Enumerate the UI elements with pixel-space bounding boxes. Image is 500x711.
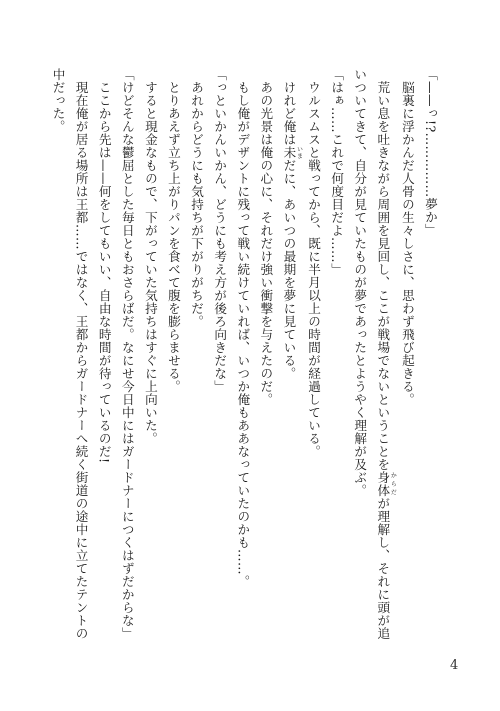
page-number: 4 — [450, 658, 459, 673]
ruby-reading: いま — [295, 145, 303, 159]
text-line: 脳裏に浮かんだ人骨の生々しさに、思わず飛び起きる。 — [399, 80, 415, 406]
text-line: あれからどうにも気持ちが下がりがちだ。 — [189, 80, 205, 328]
text-line: とりあえず立ち上がりパンを食べて腹を膨らませる。 — [165, 80, 181, 393]
ruby-reading: からだ — [389, 470, 397, 497]
text-line: 「っといかんいかん、どうにも考え方が後ろ向きだな」 — [212, 68, 228, 393]
body-text — [46, 68, 442, 640]
ruby-annotation — [375, 470, 397, 497]
text-segment: だに、あいつの最期を夢に見ている。 — [281, 158, 297, 380]
text-line: 「けどそんな鬱屈とした毎日ともおさらばだ。なにせ今日中にはガードナーにつくはずだからな」 — [119, 68, 135, 640]
text-line: あの光景は俺の心に、それだけ強い衝撃を与えたのだ。 — [258, 80, 274, 406]
text-line — [277, 68, 302, 628]
ruby-annotation — [281, 145, 303, 159]
text-line: すると現金なもので、下がっていた気持ちはすぐに上向いた。 — [142, 80, 158, 445]
text-line: いついてきて、自分が見ていたものが夢であったとようやく理解が及ぶ。 — [352, 68, 368, 497]
text-line: ここから先は——何をしてもいい、自由な時間が待っているのだ! — [96, 80, 112, 464]
text-segment: けれど俺は — [281, 80, 297, 146]
text-line: 中だった。 — [50, 68, 66, 133]
text-line: 「はぁ……これで何度目だよ……」 — [329, 68, 345, 276]
text-line — [371, 68, 397, 640]
text-line: 「——っ!?……………夢か」 — [423, 68, 438, 237]
text-segment: が理解し、それに頭が追 — [375, 496, 391, 640]
text-segment: 荒い息を吐きながら周囲を見回し、ここが戦場でないということを — [375, 80, 391, 471]
ruby-base: 未 — [281, 145, 297, 159]
ruby-base: 身体 — [375, 470, 391, 497]
text-line: 現在俺が居る場所は王都……ではなく、王都からガードナーへ続く街道の途中に立てたテントの — [73, 80, 89, 640]
text-line: もし俺がデザントに残って戦い続けていれば、いつか俺もああなっていたのかも……。 — [235, 80, 251, 588]
text-line: ウルスムスと戦ってから、既に半月以上の時間が経過している。 — [306, 80, 322, 458]
